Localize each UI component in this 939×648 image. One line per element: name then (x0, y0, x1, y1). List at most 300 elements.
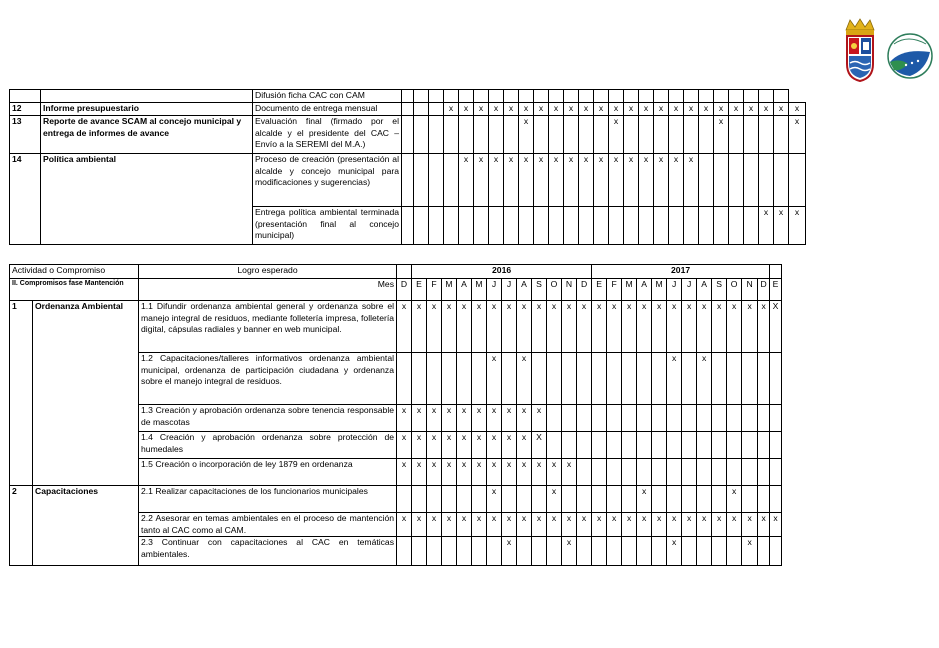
month-mark (592, 459, 607, 486)
month-mark: x (412, 405, 427, 432)
month-mark (532, 486, 547, 513)
month-mark: x (742, 301, 758, 353)
month-mark: x (547, 301, 562, 353)
month-mark: x (472, 301, 487, 353)
month-mark (442, 353, 457, 405)
logro-cell: Documento de entrega mensual (253, 103, 402, 116)
month-mark (697, 405, 712, 432)
month-mark (669, 207, 684, 245)
month-mark: x (487, 459, 502, 486)
month-mark (607, 353, 622, 405)
month-mark (789, 154, 806, 207)
month-mark (607, 405, 622, 432)
month-mark: x (562, 513, 577, 537)
month-mark (429, 116, 444, 154)
table-cell (41, 90, 253, 103)
month-mark (607, 459, 622, 486)
month-mark (654, 207, 669, 245)
table-row (10, 116, 806, 154)
month-mark: x (442, 513, 457, 537)
month-mark (742, 432, 758, 459)
month-mark: x (622, 301, 637, 353)
month-mark (459, 207, 474, 245)
logro-cell: Entrega política ambiental terminada (presentación final al concejo municipal) (253, 207, 402, 245)
month-mark (770, 353, 782, 405)
month-mark: x (502, 459, 517, 486)
table-cell (770, 265, 782, 279)
month-mark: x (427, 432, 442, 459)
month-mark: x (774, 207, 789, 245)
month-mark: x (444, 103, 459, 116)
month-mark: x (744, 103, 759, 116)
month-mark (609, 207, 624, 245)
month-mark (639, 116, 654, 154)
row-number: 14 (10, 154, 41, 245)
month-mark (729, 116, 744, 154)
month-mark (727, 537, 742, 566)
month-mark: x (592, 301, 607, 353)
month-mark (427, 537, 442, 566)
month-mark (684, 207, 699, 245)
month-mark: x (489, 103, 504, 116)
month-mark (412, 486, 427, 513)
month-mark (502, 486, 517, 513)
month-mark (622, 432, 637, 459)
row-number: 1 (10, 301, 33, 486)
logro-cell: 2.2 Asesorar en temas ambientales en el proceso de mantención tanto al CAC como al CAM. (139, 513, 397, 537)
month-mark: x (609, 103, 624, 116)
month-mark: x (579, 103, 594, 116)
month-mark: x (487, 486, 502, 513)
month-mark (429, 103, 444, 116)
month-mark (579, 207, 594, 245)
table-row (10, 90, 806, 103)
month-mark: x (652, 513, 667, 537)
month-mark: x (697, 353, 712, 405)
month-mark: x (457, 459, 472, 486)
logro-cell: 1.4 Creación y aprobación ordenanza sobre protección de humedales (139, 432, 397, 459)
month-mark: x (457, 513, 472, 537)
month-mark (592, 486, 607, 513)
month-mark (562, 432, 577, 459)
month-mark (622, 486, 637, 513)
month-mark (414, 103, 429, 116)
year-2016-header: 2016 (412, 265, 592, 279)
month-header: N (742, 279, 758, 301)
month-mark: x (397, 459, 412, 486)
month-mark: x (474, 154, 489, 207)
month-mark (564, 116, 579, 154)
month-mark: x (594, 103, 609, 116)
month-mark (652, 432, 667, 459)
month-header: S (712, 279, 727, 301)
month-mark: x (774, 103, 789, 116)
month-mark (397, 486, 412, 513)
month-header-row (10, 279, 782, 301)
month-mark (774, 116, 789, 154)
municipality-coat-of-arms-icon (842, 18, 936, 84)
month-mark: x (624, 103, 639, 116)
month-mark: x (684, 154, 699, 207)
month-mark: x (562, 537, 577, 566)
actividad-cell: Reporte de avance SCAM al concejo municipal y entrega de informes de avance (41, 116, 253, 154)
month-mark: x (577, 301, 592, 353)
month-header: M (442, 279, 457, 301)
month-mark (637, 353, 652, 405)
month-header: A (517, 279, 532, 301)
month-mark: x (699, 103, 714, 116)
month-mark (457, 353, 472, 405)
month-mark (758, 537, 770, 566)
mes-label: Mes (139, 279, 397, 301)
month-mark (667, 486, 682, 513)
month-mark: x (594, 154, 609, 207)
month-mark (474, 116, 489, 154)
month-mark (562, 405, 577, 432)
month-mark: x (487, 432, 502, 459)
month-mark (622, 537, 637, 566)
month-mark: x (502, 537, 517, 566)
month-mark (667, 459, 682, 486)
month-mark: x (532, 301, 547, 353)
actividad-cell: Política ambiental (41, 154, 253, 245)
month-header: J (682, 279, 697, 301)
month-mark: x (519, 154, 534, 207)
month-mark (699, 207, 714, 245)
month-mark: x (742, 513, 758, 537)
month-mark (637, 537, 652, 566)
month-mark: x (579, 154, 594, 207)
month-mark: x (397, 513, 412, 537)
month-mark (624, 116, 639, 154)
month-mark: x (459, 154, 474, 207)
month-mark (622, 405, 637, 432)
month-mark: x (759, 207, 774, 245)
month-mark (682, 405, 697, 432)
month-mark (759, 154, 774, 207)
month-mark: x (562, 301, 577, 353)
month-mark (758, 486, 770, 513)
month-mark: x (534, 103, 549, 116)
month-mark (442, 486, 457, 513)
month-mark (744, 116, 759, 154)
month-mark (712, 486, 727, 513)
month-mark: x (562, 459, 577, 486)
table-cell (10, 90, 41, 103)
month-mark (592, 432, 607, 459)
month-mark: x (639, 103, 654, 116)
month-mark: x (667, 513, 682, 537)
month-mark (697, 486, 712, 513)
month-mark: x (727, 486, 742, 513)
month-header: A (637, 279, 652, 301)
month-mark (774, 154, 789, 207)
month-header: A (457, 279, 472, 301)
month-mark: x (727, 513, 742, 537)
month-mark (758, 405, 770, 432)
month-mark: x (474, 103, 489, 116)
logro-header: Logro esperado (139, 265, 397, 279)
month-mark: x (442, 301, 457, 353)
month-mark: x (758, 301, 770, 353)
month-mark (727, 459, 742, 486)
month-mark (742, 405, 758, 432)
month-mark: x (412, 432, 427, 459)
month-header: J (487, 279, 502, 301)
commitments-table-body (10, 301, 782, 566)
month-mark (727, 353, 742, 405)
table-cell (402, 116, 414, 154)
month-mark (712, 405, 727, 432)
month-mark (714, 154, 729, 207)
month-mark: x (412, 459, 427, 486)
month-mark (682, 486, 697, 513)
row-number: 13 (10, 116, 41, 154)
month-mark (457, 486, 472, 513)
month-mark: x (397, 432, 412, 459)
logro-cell: Evaluación final (firmado por el alcalde y el presidente del CAC – Envío a la SEREMI del M.A.) (253, 116, 402, 154)
month-mark (729, 207, 744, 245)
month-mark (534, 116, 549, 154)
month-mark (549, 207, 564, 245)
month-mark (622, 353, 637, 405)
month-mark (444, 207, 459, 245)
month-mark (770, 486, 782, 513)
month-mark (742, 459, 758, 486)
table-cell (397, 265, 412, 279)
month-mark (562, 353, 577, 405)
month-mark (669, 116, 684, 154)
month-mark (624, 207, 639, 245)
month-mark (729, 154, 744, 207)
month-mark (770, 537, 782, 566)
month-mark (489, 207, 504, 245)
month-mark (414, 154, 429, 207)
month-mark: x (502, 513, 517, 537)
month-mark: x (472, 432, 487, 459)
month-header: J (502, 279, 517, 301)
month-header: E (412, 279, 427, 301)
section-label: II. Compromisos fase Mantención (10, 279, 139, 301)
month-mark (517, 486, 532, 513)
month-mark: x (472, 513, 487, 537)
month-mark (652, 405, 667, 432)
month-mark: x (427, 301, 442, 353)
month-header: F (427, 279, 442, 301)
month-mark: x (714, 116, 729, 154)
schedule-table-continued (9, 89, 806, 245)
month-mark (489, 116, 504, 154)
month-header: D (758, 279, 770, 301)
month-mark (532, 353, 547, 405)
month-mark (637, 459, 652, 486)
month-mark (744, 154, 759, 207)
actividad-cell: Ordenanza Ambiental (33, 301, 139, 486)
month-mark: x (517, 459, 532, 486)
month-mark (667, 432, 682, 459)
month-mark (607, 486, 622, 513)
month-mark (770, 405, 782, 432)
month-mark (727, 432, 742, 459)
month-mark: x (442, 405, 457, 432)
month-mark: x (770, 513, 782, 537)
month-mark (549, 116, 564, 154)
logro-cell: 1.1 Difundir ordenanza ambiental general y ordenanza sobre el manejo integral de residuos, mediante folletería impresa, folletería digital, cápsulas radiales y banner en web municipal. (139, 301, 397, 353)
month-mark (682, 432, 697, 459)
logro-cell: 2.3 Continuar con capacitaciones al CAC en temáticas ambientales. (139, 537, 397, 566)
month-header: S (532, 279, 547, 301)
table-cell (402, 103, 414, 116)
month-mark (457, 537, 472, 566)
month-mark (712, 537, 727, 566)
month-mark: x (412, 301, 427, 353)
month-mark: x (472, 405, 487, 432)
month-mark (759, 116, 774, 154)
month-mark (534, 207, 549, 245)
month-mark (652, 537, 667, 566)
month-mark: x (442, 432, 457, 459)
logro-cell: 1.5 Creación o incorporación de ley 1879 en ordenanza (139, 459, 397, 486)
month-mark (577, 353, 592, 405)
month-mark: x (624, 154, 639, 207)
month-mark (412, 353, 427, 405)
month-mark: x (564, 154, 579, 207)
month-mark: x (682, 513, 697, 537)
month-mark: x (502, 301, 517, 353)
month-mark (727, 405, 742, 432)
year-2017-header: 2017 (592, 265, 770, 279)
month-mark (712, 459, 727, 486)
month-mark: x (712, 301, 727, 353)
month-mark (487, 537, 502, 566)
month-mark (697, 537, 712, 566)
month-mark: x (607, 301, 622, 353)
month-mark: x (758, 513, 770, 537)
month-mark (592, 353, 607, 405)
month-mark: x (727, 301, 742, 353)
month-mark: x (682, 301, 697, 353)
month-mark (577, 405, 592, 432)
month-mark: x (547, 513, 562, 537)
month-mark (427, 353, 442, 405)
month-mark (758, 432, 770, 459)
month-mark: x (517, 432, 532, 459)
month-mark (397, 537, 412, 566)
month-mark: x (457, 405, 472, 432)
month-mark (579, 116, 594, 154)
month-mark: x (622, 513, 637, 537)
month-mark: x (427, 405, 442, 432)
month-mark (577, 432, 592, 459)
month-mark: x (502, 405, 517, 432)
logro-cell: 1.3 Creación y aprobación ordenanza sobre tenencia responsable de mascotas (139, 405, 397, 432)
month-mark: x (609, 116, 624, 154)
month-mark: x (697, 513, 712, 537)
month-mark (682, 353, 697, 405)
month-mark (742, 486, 758, 513)
month-mark: x (667, 537, 682, 566)
month-mark (712, 432, 727, 459)
month-mark: x (487, 353, 502, 405)
month-mark: x (669, 103, 684, 116)
month-mark: x (789, 116, 806, 154)
logro-cell: 1.2 Capacitaciones/talleres informativos ordenanza ambiental municipal, ordenanza de participación ciudadana y ordenanza sobre el manejo integral de residuos. (139, 353, 397, 405)
month-mark (547, 537, 562, 566)
month-mark: x (517, 353, 532, 405)
schedule-table-continued-body (10, 90, 806, 245)
month-mark: x (564, 103, 579, 116)
month-mark: x (412, 513, 427, 537)
month-mark (592, 537, 607, 566)
month-mark: x (637, 486, 652, 513)
month-mark (429, 154, 444, 207)
month-mark (714, 207, 729, 245)
month-mark: x (504, 103, 519, 116)
month-mark: x (517, 513, 532, 537)
month-mark: x (427, 513, 442, 537)
month-mark (474, 207, 489, 245)
month-mark (397, 353, 412, 405)
table-row (10, 486, 782, 513)
table-cell (402, 90, 414, 103)
month-mark: x (639, 154, 654, 207)
month-header: M (622, 279, 637, 301)
table-row (10, 103, 806, 116)
month-mark: x (442, 459, 457, 486)
month-mark (547, 353, 562, 405)
month-mark: x (654, 103, 669, 116)
table-row (10, 154, 806, 207)
month-mark (652, 353, 667, 405)
month-mark (532, 537, 547, 566)
month-mark (742, 353, 758, 405)
month-mark: x (517, 301, 532, 353)
month-mark (758, 353, 770, 405)
month-mark: x (519, 103, 534, 116)
month-mark: x (547, 486, 562, 513)
month-mark: x (592, 513, 607, 537)
month-mark: x (684, 103, 699, 116)
month-mark (770, 459, 782, 486)
month-mark: x (714, 103, 729, 116)
month-mark (444, 116, 459, 154)
month-mark (667, 405, 682, 432)
month-mark: x (742, 537, 758, 566)
month-mark (459, 116, 474, 154)
month-mark (577, 486, 592, 513)
actividad-header: Actividad o Compromiso (10, 265, 139, 279)
month-mark: x (697, 301, 712, 353)
month-mark (758, 459, 770, 486)
month-mark: x (502, 432, 517, 459)
month-mark: x (789, 207, 806, 245)
month-mark (699, 116, 714, 154)
month-header: J (667, 279, 682, 301)
month-mark: x (549, 154, 564, 207)
month-mark: x (472, 459, 487, 486)
month-mark (682, 537, 697, 566)
row-number: 2 (10, 486, 33, 566)
month-header: O (727, 279, 742, 301)
month-mark (517, 537, 532, 566)
month-mark (592, 405, 607, 432)
month-header: E (592, 279, 607, 301)
month-mark: x (457, 432, 472, 459)
month-mark: x (637, 513, 652, 537)
month-mark: x (729, 103, 744, 116)
logro-cell: Difusión ficha CAC con CAM (253, 90, 402, 103)
month-mark (607, 432, 622, 459)
